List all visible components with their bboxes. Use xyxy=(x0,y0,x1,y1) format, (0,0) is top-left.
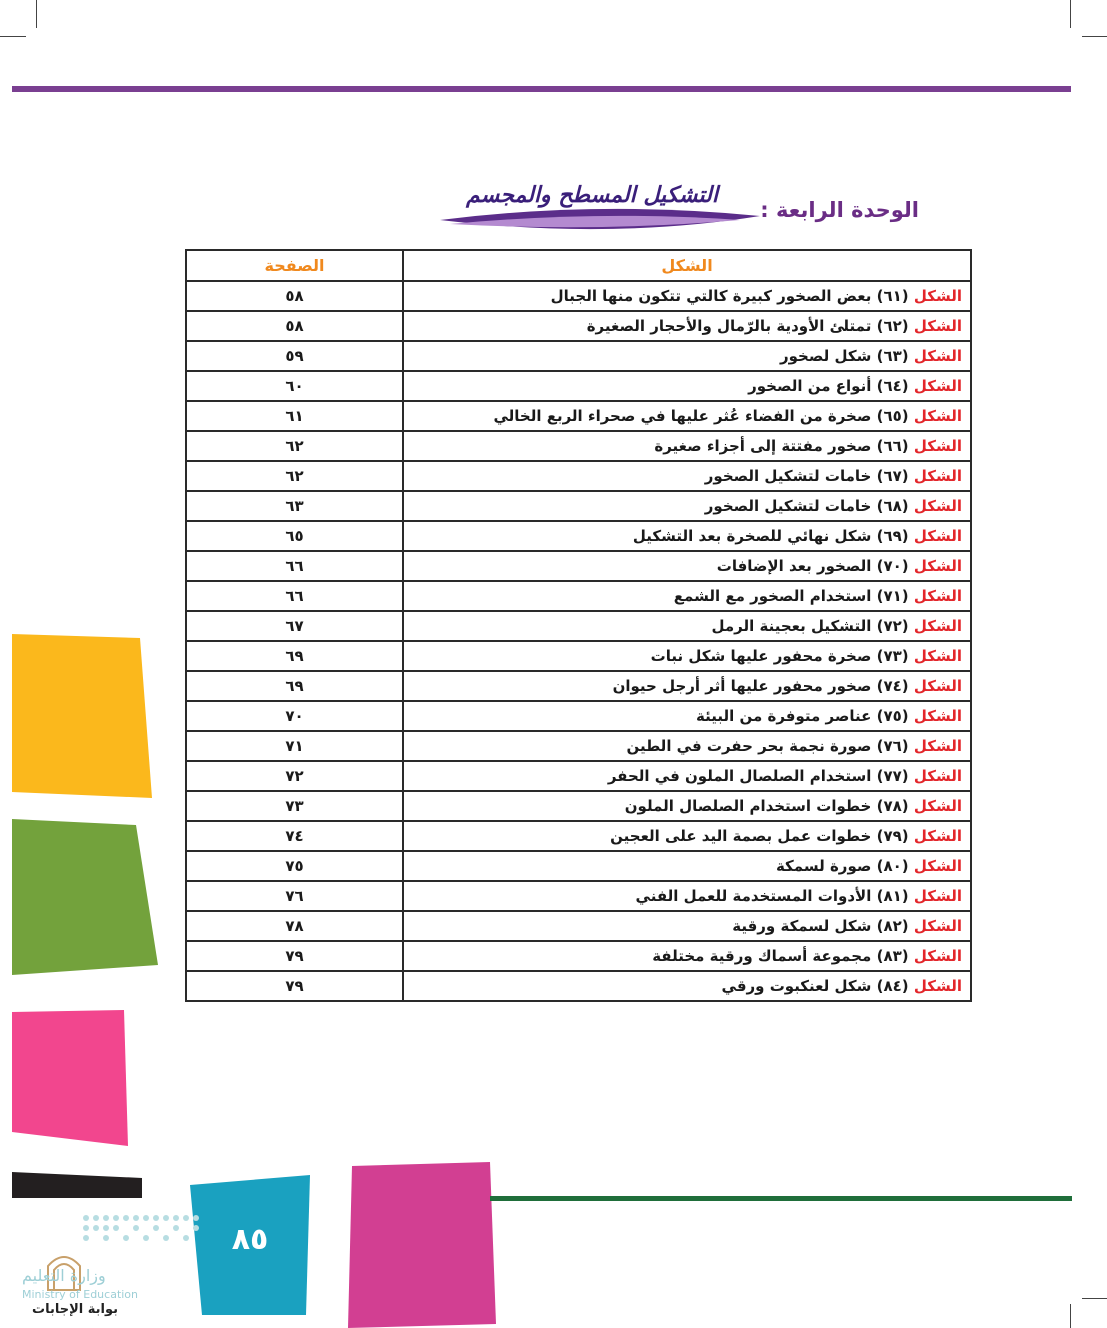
table-row xyxy=(186,611,971,641)
page-number-cell: ٧٥ xyxy=(186,851,403,881)
top-rule xyxy=(12,86,1071,92)
table-row xyxy=(186,401,971,431)
crop-mark xyxy=(1082,1298,1107,1299)
table-row xyxy=(186,911,971,941)
magenta-block xyxy=(340,1160,500,1328)
figure-word: الشكل xyxy=(913,497,962,515)
page-number-cell: ٧٠ xyxy=(186,701,403,731)
page-number-cell: ٧١ xyxy=(186,731,403,761)
figure-caption-cell xyxy=(403,431,971,461)
table-header-row xyxy=(186,250,971,281)
figure-column-header: الشكل xyxy=(403,250,971,281)
page-column-header: الصفحة xyxy=(186,250,403,281)
figure-caption-cell xyxy=(403,821,971,851)
page-number-cell: ٦٢ xyxy=(186,461,403,491)
figure-word: الشكل xyxy=(913,407,962,425)
page-number-cell: ٧٦ xyxy=(186,881,403,911)
page-number-cell: ٥٨ xyxy=(186,281,403,311)
table-row xyxy=(186,731,971,761)
figure-word: الشكل xyxy=(913,317,962,335)
page-number: ٨٥ xyxy=(231,1222,269,1257)
figure-number: (٦٤) xyxy=(876,377,909,395)
page-number-cell: ٦٢ xyxy=(186,431,403,461)
figure-number: (٧٦) xyxy=(876,737,909,755)
page-number-cell: ٧٨ xyxy=(186,911,403,941)
table-row xyxy=(186,581,971,611)
figure-number: (٦٧) xyxy=(876,467,909,485)
table-row xyxy=(186,431,971,461)
crop-mark xyxy=(1082,36,1107,37)
figure-word: الشكل xyxy=(913,617,962,635)
page-number-cell: ٦٥ xyxy=(186,521,403,551)
crop-mark xyxy=(0,36,26,37)
page-number-cell: ٧٣ xyxy=(186,791,403,821)
figure-word: الشكل xyxy=(913,797,962,815)
figure-caption-cell xyxy=(403,971,971,1001)
page-number-cell: ٧٢ xyxy=(186,761,403,791)
table-row xyxy=(186,521,971,551)
figure-word: الشكل xyxy=(913,437,962,455)
figure-title: صورة لسمكة xyxy=(775,857,872,875)
figure-number: (٨٠) xyxy=(876,857,909,875)
figure-title: خامات لتشكيل الصخور xyxy=(704,467,872,485)
figure-word: الشكل xyxy=(913,677,962,695)
figure-number: (٨١) xyxy=(876,887,909,905)
figure-number: (٧٤) xyxy=(876,677,909,695)
figure-caption-cell xyxy=(403,911,971,941)
page-number-cell: ٧٩ xyxy=(186,941,403,971)
figure-word: الشكل xyxy=(913,587,962,605)
figure-caption-cell xyxy=(403,281,971,311)
page-number-cell: ٦٦ xyxy=(186,551,403,581)
page-number-cell: ٦٠ xyxy=(186,371,403,401)
figure-title: أنواع من الصخور xyxy=(748,377,872,395)
figure-number: (٦٨) xyxy=(876,497,909,515)
figure-number: (٦٥) xyxy=(876,407,909,425)
figures-index-table xyxy=(185,249,972,1002)
figure-title: عناصر متوفرة من البيئة xyxy=(696,707,872,725)
table-row xyxy=(186,791,971,821)
table-row xyxy=(186,761,971,791)
figure-caption-cell xyxy=(403,341,971,371)
table-row xyxy=(186,851,971,881)
figure-title: تمتلئ الأودية بالرّمال والأحجار الصغيرة xyxy=(586,317,872,335)
figure-number: (٧٥) xyxy=(876,707,909,725)
figure-number: (٦٦) xyxy=(876,437,909,455)
figure-number: (٨٤) xyxy=(876,977,909,995)
figure-caption-cell xyxy=(403,671,971,701)
figure-word: الشكل xyxy=(913,377,962,395)
table-row xyxy=(186,341,971,371)
table-row xyxy=(186,311,971,341)
crop-mark xyxy=(1070,0,1071,28)
figure-word: الشكل xyxy=(913,527,962,545)
figure-word: الشكل xyxy=(913,707,962,725)
figure-word: الشكل xyxy=(913,917,962,935)
figure-caption-cell xyxy=(403,401,971,431)
figure-caption-cell xyxy=(403,311,971,341)
table-row xyxy=(186,641,971,671)
figure-title: استخدام الصلصال الملون في الحفر xyxy=(607,767,872,785)
figure-number: (٦١) xyxy=(876,287,909,305)
page-number-cell: ٥٨ xyxy=(186,311,403,341)
figure-number: (٧٩) xyxy=(876,827,909,845)
figure-number: (٨٣) xyxy=(876,947,909,965)
ministry-name-arabic: وزارة التعليم xyxy=(22,1266,106,1285)
figure-title: استخدام الصخور مع الشمع xyxy=(673,587,872,605)
figure-title: بعض الصخور كبيرة كالتي تتكون منها الجبال xyxy=(550,287,872,305)
figure-title: الصخور بعد الإضافات xyxy=(716,557,872,575)
figure-title: صورة نجمة بحر حفرت في الطين xyxy=(626,737,872,755)
figure-caption-cell xyxy=(403,881,971,911)
footer-rule xyxy=(490,1196,1072,1201)
figure-title: شكل نهائي للصخرة بعد التشكيل xyxy=(632,527,872,545)
crop-mark xyxy=(1070,1304,1071,1328)
figure-title: صخور مفتتة إلى أجزاء صغيرة xyxy=(654,437,872,455)
figure-number: (٧٧) xyxy=(876,767,909,785)
figure-word: الشكل xyxy=(913,857,962,875)
green-block xyxy=(0,815,165,980)
figure-caption-cell xyxy=(403,491,971,521)
figure-caption-cell xyxy=(403,791,971,821)
figure-word: الشكل xyxy=(913,827,962,845)
figure-title: شكل لسمكة ورقية xyxy=(732,917,872,935)
figure-caption-cell xyxy=(403,581,971,611)
figure-word: الشكل xyxy=(913,347,962,365)
table-row xyxy=(186,551,971,581)
figure-word: الشكل xyxy=(913,737,962,755)
figure-title: صخرة محفور عليها شكل نبات xyxy=(650,647,872,665)
figure-title: التشكيل بعجينة الرمل xyxy=(711,617,872,635)
page-number-cell: ٦١ xyxy=(186,401,403,431)
page-number-cell: ٧٤ xyxy=(186,821,403,851)
figure-number: (٧٣) xyxy=(876,647,909,665)
figure-word: الشكل xyxy=(913,647,962,665)
figure-caption-cell xyxy=(403,641,971,671)
page-number-cell: ٦٣ xyxy=(186,491,403,521)
figure-caption-cell xyxy=(403,521,971,551)
figure-caption-cell xyxy=(403,941,971,971)
figure-caption-cell xyxy=(403,461,971,491)
figure-caption-cell xyxy=(403,371,971,401)
answers-portal-watermark: بوابة الإجابات xyxy=(32,1302,118,1317)
figure-number: (٧٨) xyxy=(876,797,909,815)
figure-caption-cell xyxy=(403,611,971,641)
figure-title: خطوات استخدام الصلصال الملون xyxy=(624,797,872,815)
figure-title: صخور محفور عليها أثر أرجل حيوان xyxy=(612,677,872,695)
figure-word: الشكل xyxy=(913,287,962,305)
yellow-block xyxy=(0,630,160,802)
figure-number: (٧٠) xyxy=(876,557,909,575)
figure-caption-cell xyxy=(403,761,971,791)
figure-title: خامات لتشكيل الصخور xyxy=(704,497,872,515)
table-row xyxy=(186,821,971,851)
figure-title: خطوات عمل بصمة اليد على العجين xyxy=(610,827,872,845)
pink-block xyxy=(0,1008,135,1150)
figure-title: شكل لعنكبوت ورقي xyxy=(721,977,872,995)
figure-caption-cell xyxy=(403,731,971,761)
figure-word: الشكل xyxy=(913,767,962,785)
figure-number: (٧٢) xyxy=(876,617,909,635)
figure-caption-cell xyxy=(403,551,971,581)
black-bar xyxy=(0,1170,150,1200)
figure-number: (٦٢) xyxy=(876,317,909,335)
figure-word: الشكل xyxy=(913,977,962,995)
ministry-name-english: Ministry of Education xyxy=(22,1288,139,1301)
figure-caption-cell xyxy=(403,701,971,731)
unit-banner-title: التشكيل المسطح والمجسم xyxy=(466,183,718,208)
figure-number: (٦٣) xyxy=(876,347,909,365)
table-row xyxy=(186,671,971,701)
table-row xyxy=(186,971,971,1001)
table-row xyxy=(186,371,971,401)
figure-caption-cell xyxy=(403,851,971,881)
page-number-cell: ٧٩ xyxy=(186,971,403,1001)
page-number-cell: ٦٧ xyxy=(186,611,403,641)
figure-number: (٦٩) xyxy=(876,527,909,545)
unit-label: الوحدة الرابعة : xyxy=(760,198,919,222)
figure-title: صخرة من الفضاء عُثر عليها في صحراء الربع الخالي xyxy=(493,407,872,425)
table-row xyxy=(186,491,971,521)
table-row xyxy=(186,461,971,491)
figure-title: الأدوات المستخدمة للعمل الفني xyxy=(635,887,872,905)
table-row xyxy=(186,701,971,731)
page-number-cell: ٦٦ xyxy=(186,581,403,611)
figure-title: شكل لصخور xyxy=(779,347,872,365)
page-number-cell: ٥٩ xyxy=(186,341,403,371)
page-number-cell: ٦٩ xyxy=(186,641,403,671)
table-row xyxy=(186,281,971,311)
figure-word: الشكل xyxy=(913,887,962,905)
figure-title: مجموعة أسماك ورقية مختلفة xyxy=(652,947,872,965)
table-row xyxy=(186,881,971,911)
page-number-cell: ٦٩ xyxy=(186,671,403,701)
table-row xyxy=(186,941,971,971)
figure-word: الشكل xyxy=(913,557,962,575)
figure-word: الشكل xyxy=(913,947,962,965)
crop-mark xyxy=(36,0,37,28)
figure-word: الشكل xyxy=(913,467,962,485)
figure-number: (٧١) xyxy=(876,587,909,605)
figure-number: (٨٢) xyxy=(876,917,909,935)
